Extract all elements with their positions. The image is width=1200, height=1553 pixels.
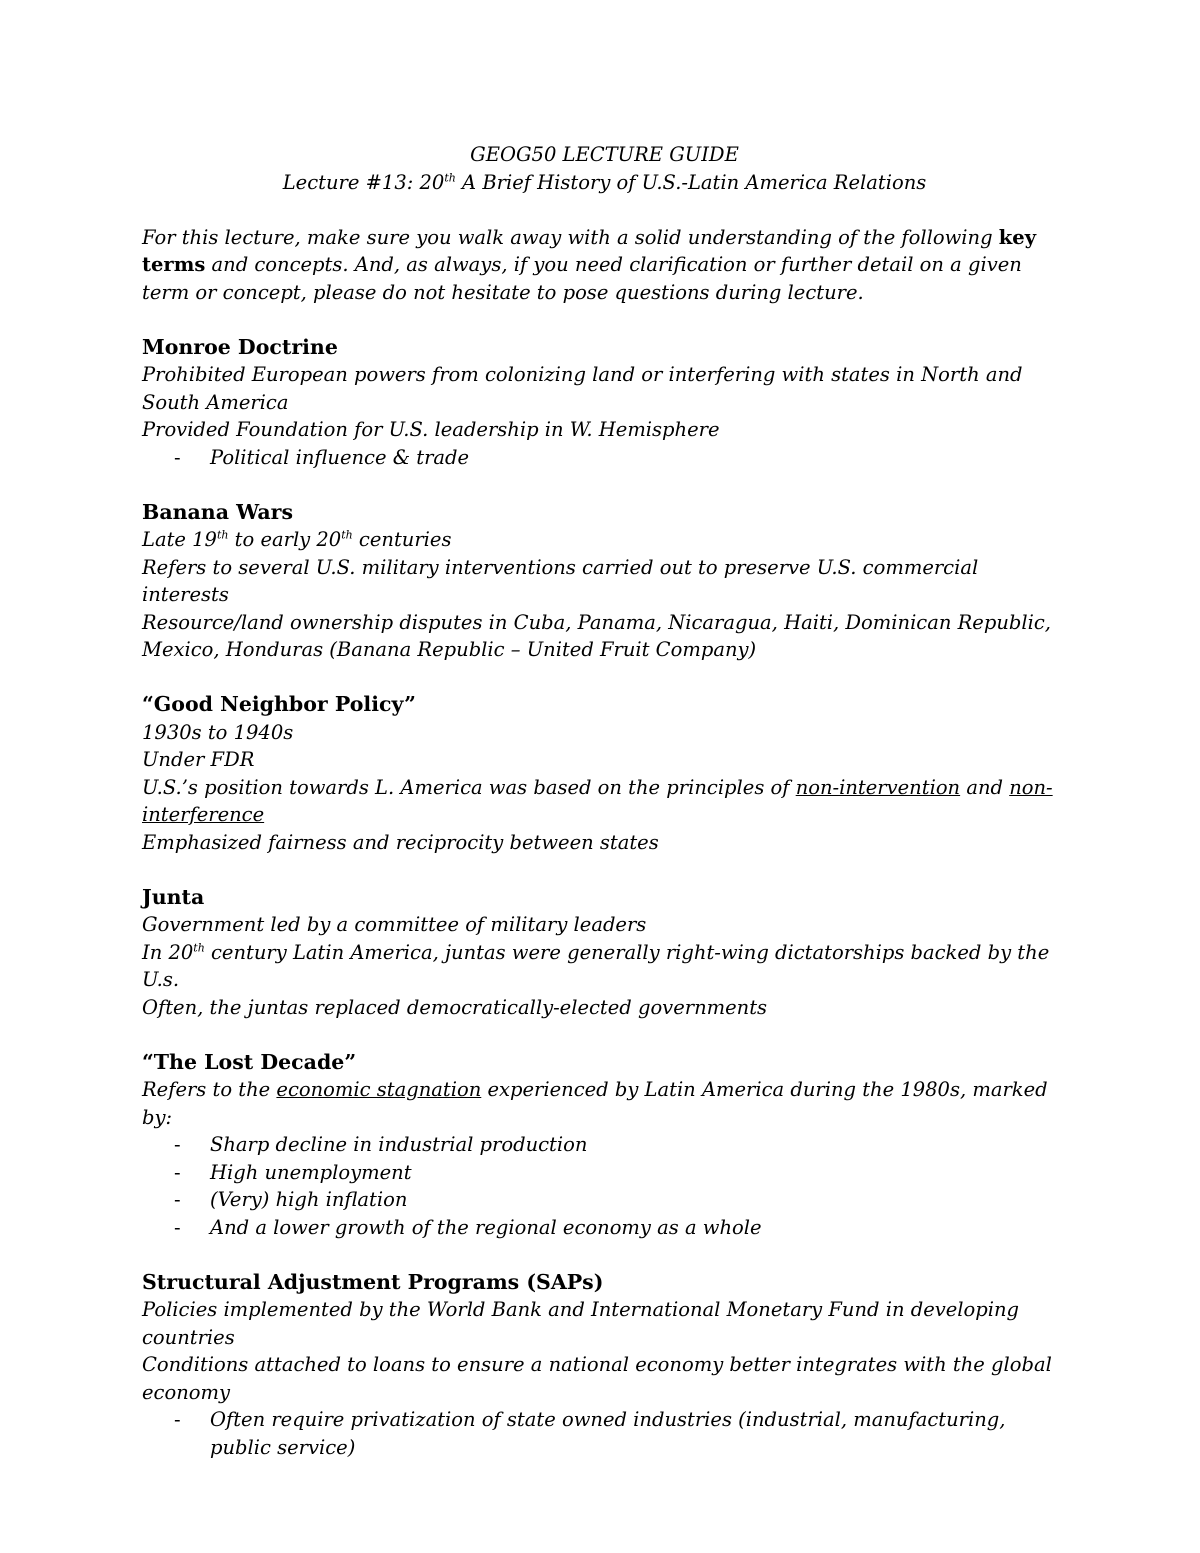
monroe-line: Provided Foundation for U.S. leadership in W. Hemisphere (142, 418, 720, 441)
section-heading-junta: Junta (142, 884, 205, 909)
section-heading-lost-decade: “The Lost Decade” (142, 1049, 357, 1074)
neighbor-line: U.S.’s position towards L. America was based on the principles of non-intervention and non-interference (142, 775, 1053, 826)
junta-line: Often, the juntas replaced democratically-elected governments (142, 995, 768, 1019)
section-heading-monroe: Monroe Doctrine (142, 334, 338, 359)
list-item: - And a lower growth of the regional economy as a whole (174, 1215, 762, 1239)
neighbor-line: 1930s to 1940s (142, 720, 294, 744)
saps-line: Conditions attached to loans to ensure a national economy better integrates with the global economy (142, 1353, 1052, 1404)
banana-line: Resource/land ownership disputes in Cuba, Panama, Nicaragua, Haiti, Dominican Republic, Mexico, Honduras (Banana Republic – United Fruit Company) (142, 610, 1051, 661)
section-heading-good-neighbor: “Good Neighbor Policy” (142, 692, 416, 716)
list-item: - Sharp decline in industrial production (174, 1133, 588, 1156)
intro-paragraph: For this lecture, make sure you walk away with a solid understanding of the following key terms and concepts. And, as always, if you need clarification or further detail on a given term or concept, please do not hesitate to pose questions during lecture. (142, 225, 1037, 304)
list-item: - (Very) high inflation (174, 1188, 408, 1211)
list-item: - Often require privatization of state owned industries (industrial, manufacturing, public service) (174, 1408, 1006, 1459)
list-item: - High unemployment (174, 1160, 412, 1184)
section-heading-saps: Structural Adjustment Programs (SAPs) (142, 1269, 604, 1294)
banana-line: Refers to several U.S. military interventions carried out to preserve U.S. commercial interests (142, 555, 979, 606)
neighbor-line: Emphasized fairness and reciprocity between states (142, 830, 659, 854)
lecture-guide-body (142, 141, 1067, 1461)
banana-line: Late 19th to early 20th centuries (142, 528, 452, 551)
lecture-title: Lecture #13: 20th A Brief History of U.S.-Latin America Relations (282, 170, 927, 194)
list-item: - Political influence & trade (174, 445, 470, 469)
saps-line: Policies implemented by the World Bank and International Monetary Fund in developing countries (142, 1298, 1020, 1349)
lost-decade-line: Refers to the economic stagnation experienced by Latin America during the 1980s, marked by: (142, 1078, 1048, 1129)
neighbor-line: Under FDR (142, 748, 255, 771)
monroe-line: Prohibited European powers from colonizing land or interfering with states in North and South America (142, 363, 1023, 414)
junta-line: Government led by a committee of military leaders (142, 913, 647, 936)
section-heading-banana-wars: Banana Wars (142, 499, 293, 524)
course-title: GEOG50 LECTURE GUIDE (470, 143, 739, 166)
junta-line: In 20th century Latin America, juntas were generally right-wing dictatorships backed by the U.s. (142, 940, 1050, 991)
